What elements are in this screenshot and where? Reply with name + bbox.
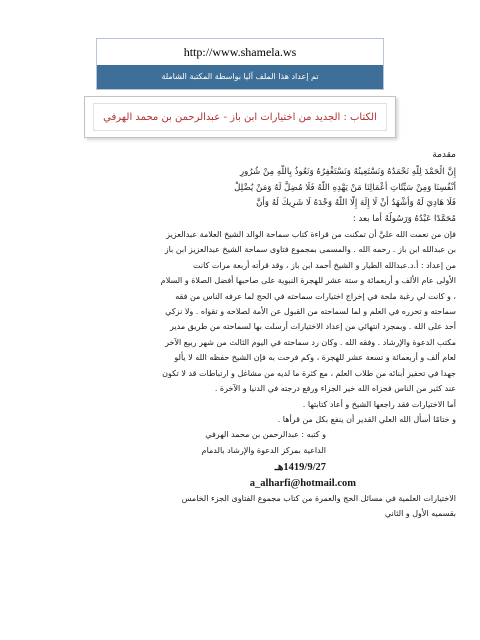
body-line: عند كثير من الناس فجزاه الله خير الجزاء ورفع درجته في الدنيا و الآخرة . [214, 384, 456, 394]
document-body [24, 148, 456, 522]
date-line: 1419/9/27هـ [274, 462, 326, 474]
body-line: فإن من نعمت الله عليَّ أن تمكنت من قراءة كتاب سماحة الوالد الشيخ العلامة عبدالعزيز [166, 230, 456, 240]
body-line: و ختامًا أسأل الله العلي القدير أن ينفع بكل من قرأها . [277, 414, 456, 424]
body-line: جهدا في تحفيز أبنائه من طلاب العلم ، مع كثرة ما لديه من مشاغل و ارتباطات قد لا تكون [162, 368, 456, 378]
body-line: ، و كانت لي رغبة ملحة في إخراج اختيارات سماحته في الحج لما عرفه الناس من فقه [175, 291, 456, 301]
source-header-box [96, 38, 384, 90]
body-line: أَنْفُسِنَا وَمِنْ سَيِّئَاتِ أَعْمَالِنَا مَنْ يَهْدِهِ اللَّهُ فَلَا مُضِلَّ لَهُ وَمَنْ يُضْلِلْ [234, 182, 456, 193]
body-line: بن عبدالله ابن باز . رحمه الله . والمسمى بمجموع فتاوى سماحة الشيخ عبدالعزيز ابن باز [164, 245, 456, 255]
body-line: مُحَمَّدًا عَبْدُهُ وَرَسُولُهُ أما بعد : [352, 213, 456, 224]
body-line: مكتب الدعوة والإرشاد . وفقه الله . وكان رد سماحته في اليوم الثالث من شهر ربيع الآخر [165, 337, 456, 347]
body-line: إِنَّ الْحَمْدَ لِلَّهِ نَحْمَدُهُ وَنَسْتَعِينُهُ وَنَسْتَغْفِرُهُ وَنَعُوذُ بِاللَّهِ مِنْ شُرُورِ [239, 167, 456, 178]
body-line: سماحته و تحرره في العلم و لما لسماحته من القبول عن الأمة لصلاحه و تقواه . ولا نزكي [165, 307, 456, 317]
body-line: أحد على الله . وبمجرد انتهائي من إعداد الاختيارات أرسلت بها لسماحته من طريق مدير [169, 322, 456, 332]
closing-line: الاختيارات العلمية في مسائل الحج والعمرة من كتاب مجموع الفتاوى الجزء الخامس [181, 493, 456, 503]
book-title: الكتاب : الجديد من اختيارات ابن باز - عبدالرحمن بن محمد الهرفي [93, 103, 387, 131]
section-heading: مقدمة [432, 150, 456, 160]
email-address[interactable]: a_alharfi@hotmail.com [249, 477, 356, 489]
generated-by-banner: تم إعداد هذا الملف آليا بواسطة المكتبة الشاملة [97, 65, 383, 89]
signature-line: و كتبه : عبدالرحمن بن محمد الهرفي [205, 430, 326, 440]
book-title-box [84, 96, 396, 138]
body-line: أما الاختيارات فقد راجعها الشيخ و أعاد كتابتها . [302, 399, 456, 409]
source-url[interactable]: http://www.shamela.ws [183, 45, 297, 59]
body-line: لعام ألف و أربعمائة و تسعة عشر للهجرة ، وكم فرحت به فإن الشيخ حفظه الله لا يألو [174, 353, 456, 363]
body-line: فَلَا هَادِيَ لَهُ وَأَشْهَدُ أَنْ لَا إِلَهَ إِلَّا اللَّهُ وَحْدَهُ لَا شَرِيكَ لَهُ وَأَنَّ [256, 198, 456, 209]
closing-line: بقسميه الأول و الثاني [384, 509, 456, 519]
body-line: من إعداد : أ.د.عبدالله الطيار و الشيخ أحمد ابن باز ، وقد قرأته أربعة مرات كانت [193, 260, 456, 270]
body-line: الأولى عام الألف و أربعمائة و ستة عشر للهجرة النبوية على صاحبها أفضل الصلاة و السلام [160, 276, 456, 286]
signature-line: الداعية بمركز الدعوة والإرشاد بالدمام [201, 445, 326, 455]
